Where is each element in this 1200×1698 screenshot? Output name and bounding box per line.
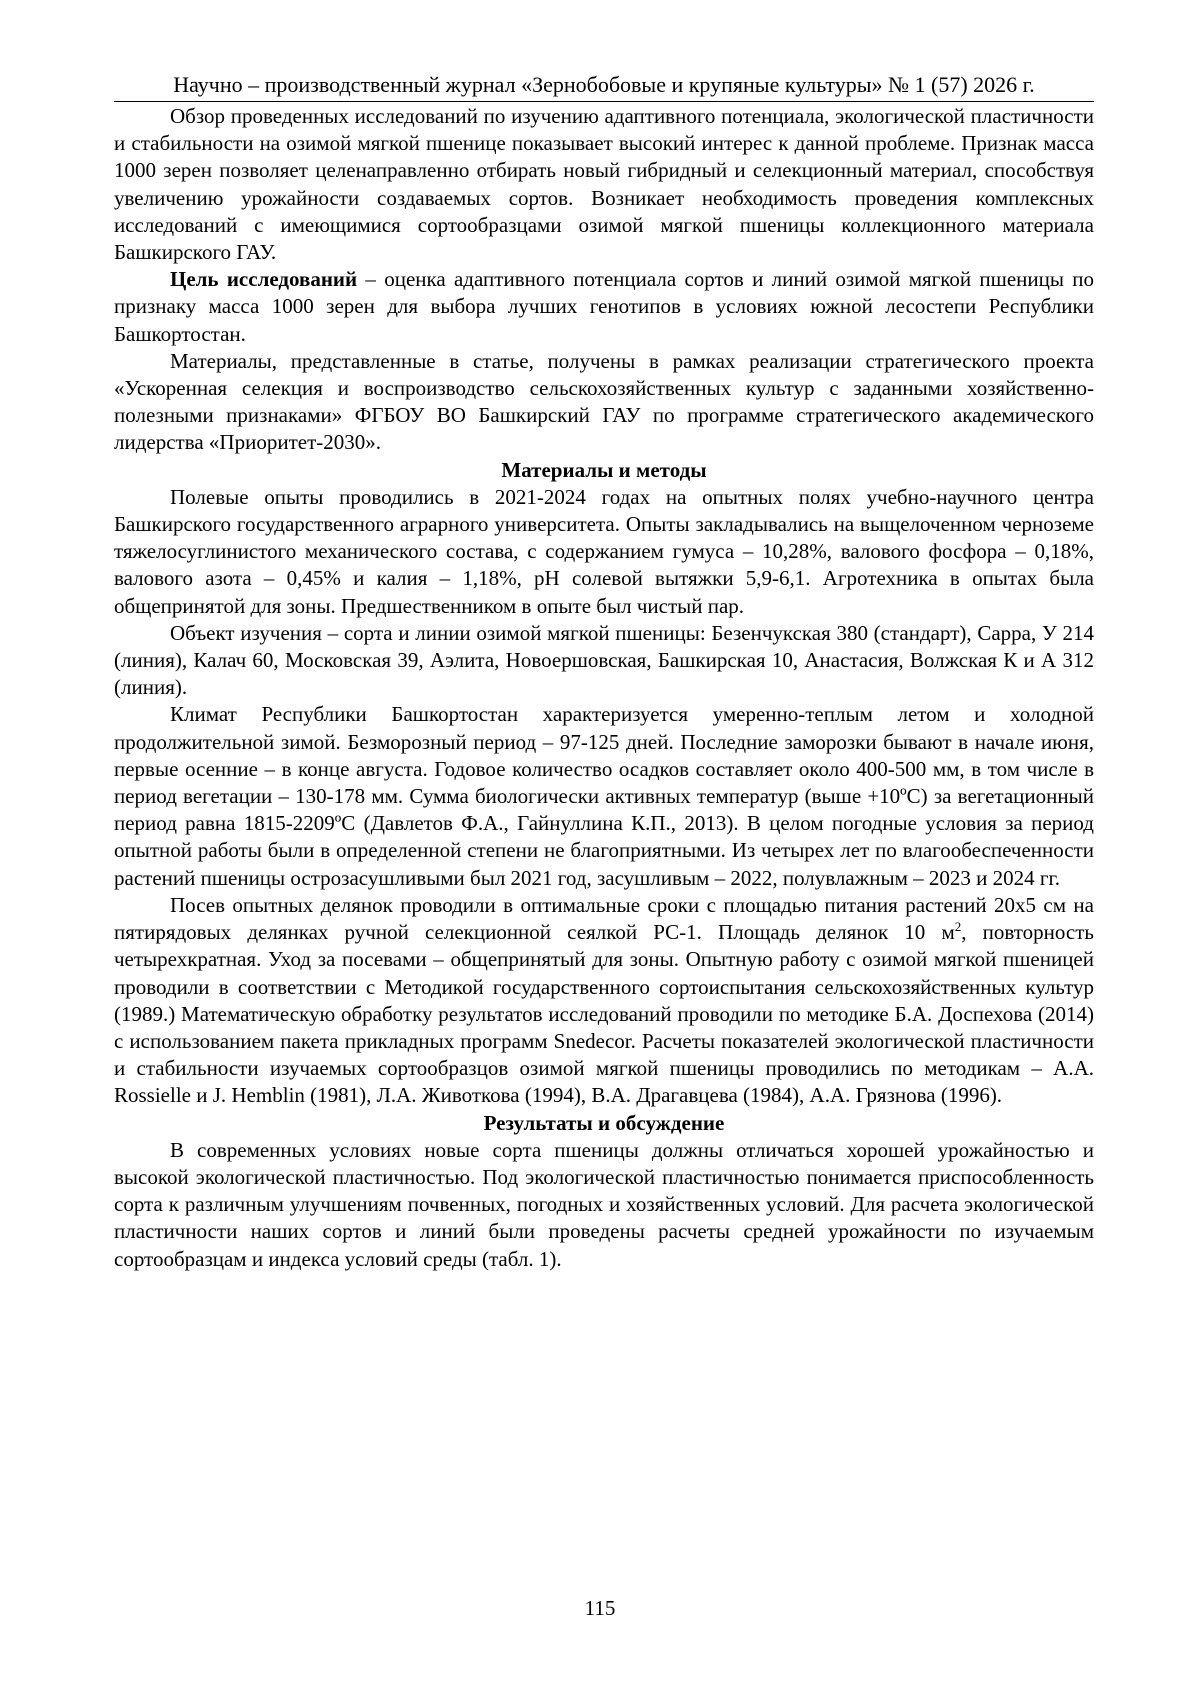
article-body bbox=[114, 103, 1094, 1273]
paragraph-review: Обзор проведенных исследований по изучению адаптивного потенциала, экологической пластичности и стабильности на озимой мягкой пшенице показывает высокий интерес к данной проблеме. Признак масса 1000 зерен позволяет целенаправленно отбирать новый гибридный и селекционный материал, способствуя увеличению урожайности создаваемых сортов. Возникает необходимость проведения комплексных исследований с имеющимися сортообразцами озимой мягкой пшеницы коллекционного материала Башкирского ГАУ. bbox=[114, 104, 1094, 265]
paragraph-study-object: Объект изучения – сорта и линии озимой мягкой пшеницы: Безенчукская 380 (стандарт), Сарра, У 214 (линия), Калач 60, Московская 39, Аэлита, Новоершовская, Башкирская 10, Анастасия, Волжская К и А 312 (линия). bbox=[114, 620, 1094, 700]
sowing-text-a: Посев опытных делянок проводили в оптимальные сроки с площадью питания растений 20х5 см на пятирядовых делянках ручной селекционной сеялкой РС-1. Площадь делянок 10 м bbox=[114, 892, 1094, 945]
paragraph-goal bbox=[114, 266, 1094, 348]
paragraph-project: Материалы, представленные в статье, получены в рамках реализации стратегического проекта «Ускоренная селекция и воспроизводство сельскохозяйственных культур с заданными хозяйственно-полезными признаками» ФГБОУ ВО Башкирский ГАУ по программе стратегического академического лидерства «Приоритет-2030». bbox=[114, 348, 1094, 455]
goal-lead: Цель исследований bbox=[170, 267, 358, 292]
section-heading-results: Результаты и обсуждение bbox=[483, 1110, 725, 1135]
sowing-text-b: , повторность четырехкратная. Уход за посевами – общепринятый для зоны. Опытную работу с озимой мягкой пшеницей проводили в соответствии с Методикой государственного сортоиспытания сельскохозяйственных культур (1989.) Математическую обработку результатов исследований проводили по методике Б.А. Доспехова (2014) с использованием пакета прикладных программ Snedecor. Расчеты показателей экологической пластичности и стабильности изучаемых сортообразцов озимой мягкой пшеницы проводились по методикам – А.А. Rossielle и J. Hemblin (1981), Л.А. Животкова (1994), В.А. Драгавцева (1984), А.А. Грязнова (1996). bbox=[114, 920, 1094, 1108]
page-number: 115 bbox=[584, 1596, 616, 1620]
area-superscript: 2 bbox=[954, 919, 962, 935]
paragraph-field-trials: Полевые опыты проводились в 2021-2024 годах на опытных полях учебно-научного центра Башкирского государственного аграрного университета. Опыты закладывались на выщелоченном черноземе тяжелосуглинистого механического состава, с содержанием гумуса – 10,28%, валового фосфора – 0,18%, валового азота – 0,45% и калия – 1,18%, pH солевой вытяжки 5,9-6,1. Агротехника в опытах была общепринятой для зоны. Предшественником в опыте был чистый пар. bbox=[114, 484, 1094, 618]
section-heading-methods: Материалы и методы bbox=[501, 457, 707, 482]
paragraph-results: В современных условиях новые сорта пшеницы должны отличаться хорошей урожайностью и высокой экологической пластичностью. Под экологической пластичностью понимается приспособленность сорта к различным улучшениям почвенных, погодных и хозяйственных условий. Для расчета экологической пластичности наших сортов и линий были проведены расчеты средней урожайности по изучаемым сортообразцам и индекса условий среды (табл. 1). bbox=[114, 1137, 1094, 1271]
paragraph-sowing bbox=[114, 892, 1094, 1110]
goal-text: – оценка адаптивного потенциала сортов и линий озимой мягкой пшеницы по признаку масса 1000 зерен для выбора лучших генотипов в условиях южной лесостепи Республики Башкортостан. bbox=[114, 267, 1094, 346]
paragraph-climate: Климат Республики Башкортостан характеризуется умеренно-теплым летом и холодной продолжительной зимой. Безморозный период – 97-125 дней. Последние заморозки бывают в начале июня, первые осенние – в конце августа. Годовое количество осадков составляет около 400-500 мм, в том числе в период вегетации – 130-178 мм. Сумма биологически активных температур (выше +10ºС) за вегетационный период равна 1815-2209ºС (Давлетов Ф.А., Гайнуллина К.П., 2013). В целом погодные условия за период опытной работы были в определенной степени не благоприятными. Из четырех лет по влагообеспеченности растений пшеницы острозасушливыми был 2021 год, засушливым – 2022, полувлажным – 2023 и 2024 гг. bbox=[114, 702, 1094, 890]
journal-header: Научно – производственный журнал «Зернобобовые и крупяные культуры» № 1 (57) 2026 г. bbox=[114, 70, 1094, 102]
